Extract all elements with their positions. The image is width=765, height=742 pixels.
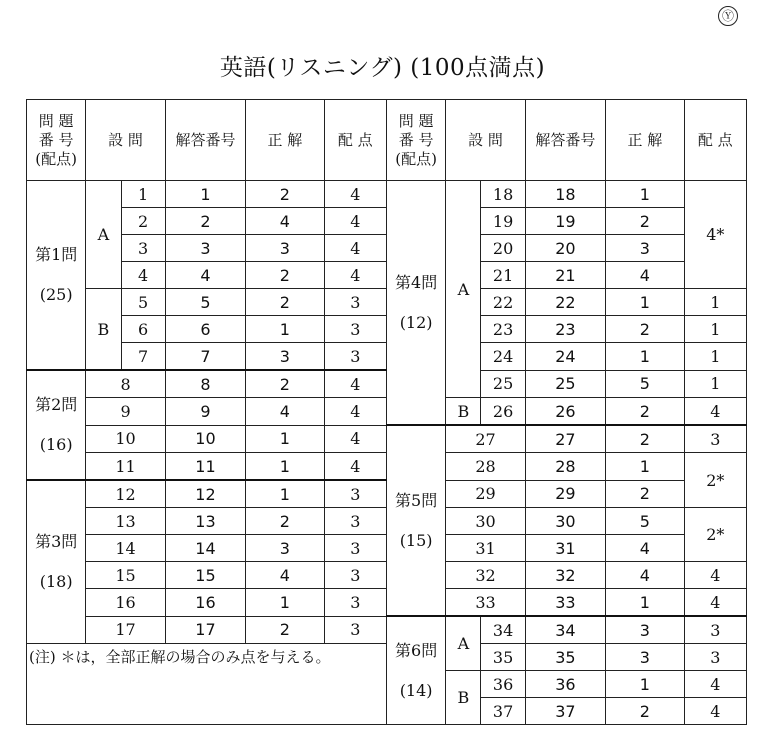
- correct-answer-cell: 4: [246, 562, 324, 589]
- question-cell: 35: [481, 644, 525, 671]
- question-cell: 27: [446, 425, 525, 453]
- page-title: 英語(リスニング) (100点満点): [219, 55, 546, 81]
- correct-answer-cell: 2: [246, 289, 324, 316]
- points-cell: 4: [684, 589, 746, 617]
- question-cell: 31: [446, 535, 525, 562]
- footnote: (注) ＊は，全部正解の場合のみ点を与える。: [27, 644, 387, 725]
- answer-number-cell: 4: [165, 262, 245, 289]
- answer-number-cell: 2: [165, 208, 245, 235]
- points-cell: 3: [324, 535, 386, 562]
- question-cell: 1: [121, 181, 165, 208]
- points-cell: 4: [324, 181, 386, 208]
- header-haiten-right: 配 点: [684, 100, 746, 181]
- answer-number-cell: 18: [525, 181, 605, 208]
- correct-answer-cell: 4: [246, 208, 324, 235]
- answer-number-cell: 30: [525, 508, 605, 535]
- question-cell: 26: [481, 398, 525, 426]
- points-cell: 1: [684, 289, 746, 316]
- correct-answer-cell: 1: [246, 480, 324, 508]
- answer-number-cell: 19: [525, 208, 605, 235]
- correct-answer-cell: 1: [606, 289, 684, 316]
- question-cell: 10: [86, 425, 165, 453]
- question-cell: 5: [121, 289, 165, 316]
- correct-answer-cell: 2: [246, 262, 324, 289]
- answer-number-cell: 14: [165, 535, 245, 562]
- question-cell: 21: [481, 262, 525, 289]
- question-cell: 25: [481, 370, 525, 398]
- group-6-sub-a: A: [446, 616, 481, 671]
- group-6-sub-b: B: [446, 671, 481, 725]
- question-cell: 13: [86, 508, 165, 535]
- correct-answer-cell: 1: [246, 425, 324, 453]
- points-cell: 1: [684, 343, 746, 371]
- answer-number-cell: 26: [525, 398, 605, 426]
- answer-number-cell: 25: [525, 370, 605, 398]
- group-1-sub-a: A: [86, 181, 121, 289]
- answer-number-cell: 13: [165, 508, 245, 535]
- answer-number-cell: 5: [165, 289, 245, 316]
- question-cell: 3: [121, 235, 165, 262]
- points-cell: 4: [684, 562, 746, 589]
- points-cell: 4: [324, 398, 386, 426]
- header-haiten-left: 配 点: [324, 100, 386, 181]
- table-row: [27, 425, 747, 453]
- question-cell: 22: [481, 289, 525, 316]
- correct-answer-cell: 2: [606, 208, 684, 235]
- points-cell: 3: [324, 343, 386, 371]
- correct-answer-cell: 2: [606, 425, 684, 453]
- correct-answer-cell: 2: [606, 698, 684, 725]
- points-cell: 3: [324, 616, 386, 644]
- correct-answer-cell: 2: [606, 316, 684, 343]
- correct-answer-cell: 4: [606, 562, 684, 589]
- group-4-sub-b: B: [446, 398, 481, 426]
- group-2-cell: 第2問 (16): [27, 370, 86, 480]
- correct-answer-cell: 5: [606, 370, 684, 398]
- answer-number-cell: 6: [165, 316, 245, 343]
- correct-answer-cell: 2: [246, 508, 324, 535]
- answer-number-cell: 12: [165, 480, 245, 508]
- points-cell: 3: [324, 316, 386, 343]
- points-cell: 4: [684, 398, 746, 426]
- correct-answer-cell: 2: [606, 480, 684, 508]
- correct-answer-cell: 1: [246, 453, 324, 481]
- correct-answer-cell: 1: [606, 453, 684, 481]
- group-4-sub-a: A: [446, 181, 481, 398]
- points-cell: 3: [324, 508, 386, 535]
- answer-number-cell: 15: [165, 562, 245, 589]
- points-cell-combined: 4*: [684, 181, 746, 289]
- answer-number-cell: 34: [525, 616, 605, 644]
- header-setsumon-right: 設 問: [446, 100, 525, 181]
- answer-number-cell: 27: [525, 425, 605, 453]
- question-cell: 2: [121, 208, 165, 235]
- header-mark: Ⓨ: [718, 6, 738, 26]
- header-kaito-right: 解答番号: [525, 100, 605, 181]
- question-cell: 32: [446, 562, 525, 589]
- header-seikai-left: 正 解: [246, 100, 324, 181]
- group-5-cell: 第5問 (15): [386, 425, 445, 616]
- answer-number-cell: 17: [165, 616, 245, 644]
- question-cell: 17: [86, 616, 165, 644]
- points-cell: 4: [324, 425, 386, 453]
- question-cell: 34: [481, 616, 525, 644]
- answer-number-cell: 10: [165, 425, 245, 453]
- answer-number-cell: 11: [165, 453, 245, 481]
- correct-answer-cell: 1: [246, 589, 324, 617]
- correct-answer-cell: 3: [606, 644, 684, 671]
- table-row: [27, 616, 747, 644]
- answer-number-cell: 33: [525, 589, 605, 617]
- correct-answer-cell: 2: [246, 181, 324, 208]
- points-cell: 3: [324, 589, 386, 617]
- points-cell: 4: [324, 208, 386, 235]
- answer-number-cell: 8: [165, 370, 245, 398]
- points-cell: 1: [684, 370, 746, 398]
- points-cell: 4: [324, 262, 386, 289]
- answer-table: [26, 99, 747, 725]
- points-cell: 3: [684, 616, 746, 644]
- question-cell: 24: [481, 343, 525, 371]
- question-cell: 23: [481, 316, 525, 343]
- answer-number-cell: 24: [525, 343, 605, 371]
- answer-number-cell: 7: [165, 343, 245, 371]
- question-cell: 16: [86, 589, 165, 617]
- answer-number-cell: 9: [165, 398, 245, 426]
- points-cell: 4: [684, 671, 746, 698]
- question-cell: 20: [481, 235, 525, 262]
- answer-number-cell: 31: [525, 535, 605, 562]
- answer-number-cell: 37: [525, 698, 605, 725]
- header-seikai-right: 正 解: [606, 100, 684, 181]
- correct-answer-cell: 1: [606, 343, 684, 371]
- group-3-cell: 第3問 (18): [27, 480, 86, 644]
- correct-answer-cell: 2: [246, 370, 324, 398]
- correct-answer-cell: 1: [606, 671, 684, 698]
- question-cell: 36: [481, 671, 525, 698]
- question-cell: 18: [481, 181, 525, 208]
- question-cell: 19: [481, 208, 525, 235]
- points-cell: 4: [324, 370, 386, 398]
- correct-answer-cell: 1: [246, 316, 324, 343]
- points-cell: 4: [324, 235, 386, 262]
- correct-answer-cell: 4: [606, 262, 684, 289]
- answer-number-cell: 32: [525, 562, 605, 589]
- question-cell: 7: [121, 343, 165, 371]
- points-cell: 1: [684, 316, 746, 343]
- points-cell: 3: [324, 289, 386, 316]
- correct-answer-cell: 2: [246, 616, 324, 644]
- header-row: [27, 100, 747, 181]
- correct-answer-cell: 3: [606, 616, 684, 644]
- correct-answer-cell: 2: [606, 398, 684, 426]
- group-4-cell: 第4問 (12): [386, 181, 445, 426]
- header-setsumon-left: 設 問: [86, 100, 165, 181]
- points-cell: 3: [684, 644, 746, 671]
- question-cell: 8: [86, 370, 165, 398]
- answer-number-cell: 16: [165, 589, 245, 617]
- question-cell: 6: [121, 316, 165, 343]
- question-cell: 14: [86, 535, 165, 562]
- points-cell: 4: [324, 453, 386, 481]
- question-cell: 11: [86, 453, 165, 481]
- question-cell: 12: [86, 480, 165, 508]
- group-6-cell: 第6問 (14): [386, 616, 445, 725]
- question-cell: 29: [446, 480, 525, 508]
- group-1-sub-b: B: [86, 289, 121, 371]
- header-q-left: 問 題 番 号 (配点): [27, 100, 86, 181]
- group-1-cell: 第1問 (25): [27, 181, 86, 371]
- points-cell: 3: [324, 480, 386, 508]
- correct-answer-cell: 1: [606, 181, 684, 208]
- question-cell: 4: [121, 262, 165, 289]
- answer-number-cell: 28: [525, 453, 605, 481]
- table-row: [27, 181, 747, 208]
- question-cell: 37: [481, 698, 525, 725]
- question-cell: 15: [86, 562, 165, 589]
- points-cell: 4: [684, 698, 746, 725]
- answer-number-cell: 3: [165, 235, 245, 262]
- question-cell: 9: [86, 398, 165, 426]
- answer-number-cell: 23: [525, 316, 605, 343]
- correct-answer-cell: 4: [606, 535, 684, 562]
- question-cell: 28: [446, 453, 525, 481]
- points-cell: 3: [684, 425, 746, 453]
- correct-answer-cell: 3: [606, 235, 684, 262]
- correct-answer-cell: 5: [606, 508, 684, 535]
- points-cell-combined: 2*: [684, 453, 746, 508]
- answer-number-cell: 1: [165, 181, 245, 208]
- answer-number-cell: 36: [525, 671, 605, 698]
- answer-number-cell: 35: [525, 644, 605, 671]
- points-cell-combined: 2*: [684, 508, 746, 562]
- question-cell: 33: [446, 589, 525, 617]
- correct-answer-cell: 3: [246, 535, 324, 562]
- header-q-right: 問 題 番 号 (配点): [386, 100, 445, 181]
- answer-number-cell: 21: [525, 262, 605, 289]
- correct-answer-cell: 4: [246, 398, 324, 426]
- correct-answer-cell: 3: [246, 343, 324, 371]
- answer-number-cell: 20: [525, 235, 605, 262]
- question-cell: 30: [446, 508, 525, 535]
- answer-number-cell: 29: [525, 480, 605, 508]
- correct-answer-cell: 3: [246, 235, 324, 262]
- answer-number-cell: 22: [525, 289, 605, 316]
- correct-answer-cell: 1: [606, 589, 684, 617]
- points-cell: 3: [324, 562, 386, 589]
- header-kaito-left: 解答番号: [165, 100, 245, 181]
